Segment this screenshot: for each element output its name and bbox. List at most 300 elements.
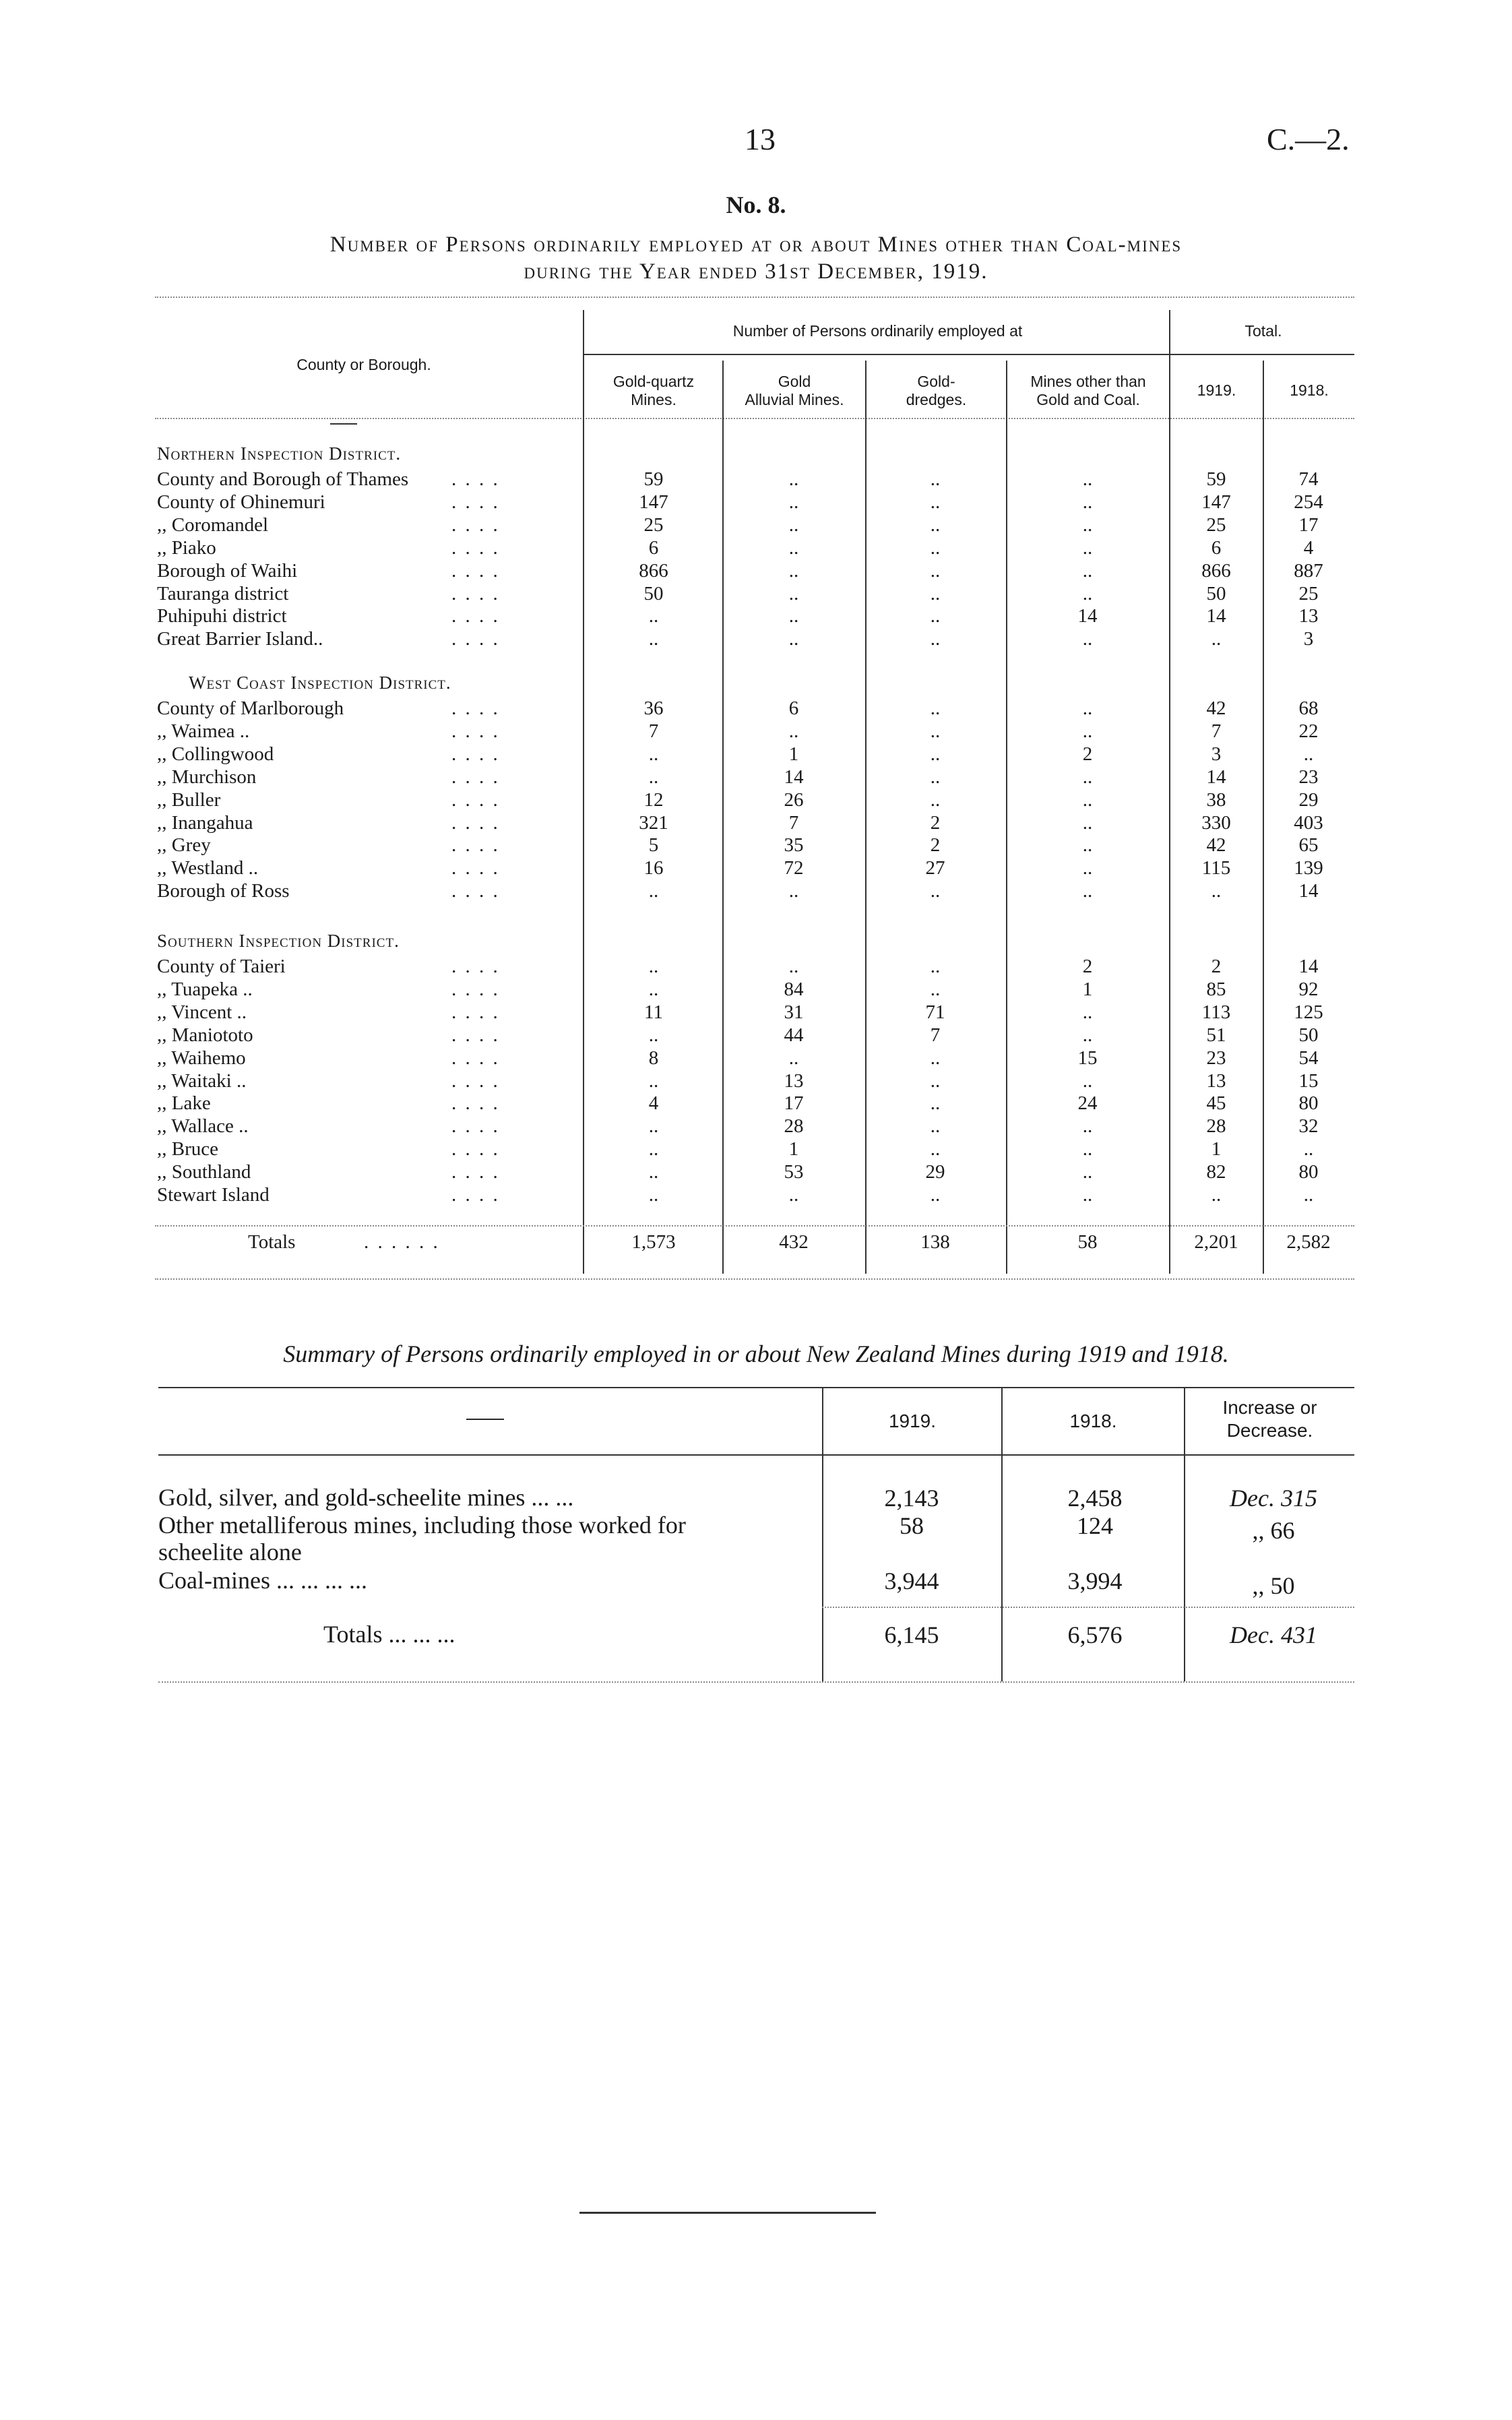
row-label: Great Barrier Island..: [157, 628, 323, 650]
cell-other-mines: ..: [1082, 811, 1093, 834]
cell-total-1919: 1: [1211, 1138, 1222, 1160]
cell-gold-dredges: 2: [930, 834, 941, 857]
cell-gold-alluvial: 1: [788, 1138, 799, 1160]
cell-total-1918: 25: [1298, 582, 1319, 604]
cell-total-1919: 14: [1206, 605, 1226, 627]
cell-gold-alluvial: 31: [784, 1001, 804, 1023]
header-1918: 1918.: [1290, 381, 1329, 399]
table-row: [0, 1092, 1512, 1115]
leader-dots: . . . .: [451, 559, 500, 582]
table-row: [0, 1115, 1512, 1138]
cell-gold-dredges: ..: [930, 1069, 941, 1092]
cell-total-1919: 42: [1206, 697, 1226, 719]
table-title-line2: during the Year ended 31st December, 1919.: [524, 259, 988, 284]
row-label: County of Marlborough: [157, 697, 344, 719]
cell-total-1918: 14: [1298, 956, 1319, 977]
cell-total-1918: 403: [1294, 811, 1323, 834]
cell-total-1918: 80: [1298, 1092, 1319, 1115]
row-label: Puhipuhi district: [157, 605, 287, 627]
section-heading: Southern Inspection District.: [157, 931, 400, 951]
cell-total-1918: 13: [1298, 605, 1319, 627]
cell-gold-dredges: 2: [930, 811, 941, 834]
cell-total-1919: 330: [1201, 811, 1231, 834]
summary-row-other-change: ,, 66: [1252, 1517, 1295, 1544]
table-row: [0, 1160, 1512, 1183]
cell-total-1918: 65: [1298, 834, 1319, 857]
row-label: Borough of Ross: [157, 880, 290, 902]
cell-total-1919: ..: [1211, 628, 1222, 650]
cell-other-mines: ..: [1082, 1115, 1093, 1138]
cell-total-1918: 17: [1298, 514, 1319, 536]
cell-other-mines: ..: [1082, 1069, 1093, 1092]
cell-total-1918: 54: [1298, 1047, 1319, 1069]
summary-row-gold-label: Gold, silver, and gold-scheelite mines ... ...: [158, 1484, 574, 1511]
summary-row-gold-1918: 2,458: [1067, 1485, 1123, 1512]
summary-row-gold-change: Dec. 315: [1230, 1485, 1317, 1512]
leader-dots: . . . .: [451, 605, 500, 627]
cell-total-1918: 4: [1303, 536, 1314, 559]
cell-other-mines: ..: [1082, 514, 1093, 536]
totals-row: [0, 1231, 1512, 1253]
cell-gold-dredges: ..: [930, 559, 941, 582]
cell-other-mines: 14: [1077, 605, 1098, 627]
cell-gold-dredges: ..: [930, 720, 941, 742]
cell-other-mines: ..: [1082, 720, 1093, 742]
cell-total-1918: 14: [1298, 880, 1319, 902]
leader-dots: . . . .: [451, 1001, 500, 1023]
leader-dots: . . . .: [451, 1092, 500, 1115]
cell-other-mines: 1: [1082, 978, 1093, 1000]
cell-gold-alluvial: ..: [788, 720, 799, 742]
cell-total-1919: 85: [1206, 978, 1226, 1000]
cell-total-1919: 7: [1211, 720, 1222, 742]
table-row: [0, 978, 1512, 1001]
table-row: [0, 834, 1512, 857]
table-row: [0, 559, 1512, 582]
cell-total-1918: 80: [1298, 1161, 1319, 1183]
leader-dots: . . . .: [451, 468, 500, 490]
cell-gold-quartz: ..: [648, 1115, 659, 1138]
footer-rule: [579, 2212, 876, 2214]
cell-total-1919: 38: [1206, 788, 1226, 811]
cell-total-1919: 42: [1206, 834, 1226, 857]
cell-gold-quartz: ..: [648, 880, 659, 902]
table-row: [0, 468, 1512, 491]
document-reference: C.—2.: [1267, 122, 1350, 156]
cell-gold-dredges: ..: [930, 536, 941, 559]
cell-gold-dredges: ..: [930, 880, 941, 902]
leader-dots: . . . .: [451, 743, 500, 765]
row-label: ,, Buller: [157, 788, 221, 811]
leader-dots: . . . .: [451, 1115, 500, 1138]
cell-total-1919: 115: [1201, 857, 1231, 879]
table-row: [0, 857, 1512, 879]
header-bottom-rule: [155, 418, 1354, 419]
totals-label: Totals: [248, 1231, 296, 1253]
header-other-mines: Mines other than Gold and Coal.: [1030, 373, 1146, 408]
table-row: [0, 720, 1512, 743]
cell-gold-quartz: 59: [643, 468, 664, 490]
summary-header-rule: [158, 1454, 1354, 1456]
header-group: Number of Persons ordinarily employed at: [732, 322, 1023, 340]
cell-gold-dredges: ..: [930, 1092, 941, 1115]
cell-total-1919: 51: [1206, 1024, 1226, 1046]
cell-gold-alluvial: 28: [784, 1115, 804, 1138]
cell-other-mines: ..: [1082, 582, 1093, 604]
cell-gold-alluvial: 17: [784, 1092, 804, 1115]
summary-row-coal-change: ,, 50: [1252, 1572, 1295, 1599]
cell-gold-alluvial: 26: [784, 788, 804, 811]
leader-dots: . . . .: [451, 1024, 500, 1046]
cell-gold-quartz: ..: [648, 1024, 659, 1046]
cell-other-mines: ..: [1082, 1138, 1093, 1160]
cell-total-1918: 50: [1298, 1024, 1319, 1046]
leader-dots: . . . .: [451, 788, 500, 811]
cell-gold-dredges: 7: [930, 1024, 941, 1046]
cell-gold-quartz: ..: [648, 628, 659, 650]
summary-top-rule: [158, 1387, 1354, 1388]
cell-gold-dredges: ..: [930, 605, 941, 627]
cell-gold-alluvial: ..: [788, 1047, 799, 1069]
table-row: [0, 1183, 1512, 1206]
row-label: Tauranga district: [157, 582, 289, 604]
cell-gold-alluvial: 72: [784, 857, 804, 879]
row-label: ,, Wallace ..: [157, 1115, 249, 1138]
table-row: [0, 1024, 1512, 1047]
cell-other-mines: 2: [1082, 956, 1093, 977]
cell-gold-quartz: 5: [648, 834, 659, 857]
summary-header-1919: 1919.: [888, 1410, 937, 1431]
table-row: [0, 955, 1512, 978]
cell-gold-dredges: 138: [920, 1231, 950, 1253]
leader-dots: . . . .: [451, 1161, 500, 1183]
cell-gold-alluvial: 432: [779, 1231, 809, 1253]
cell-gold-quartz: ..: [648, 766, 659, 788]
summary-row-other-label-2: scheelite alone: [158, 1539, 302, 1565]
cell-gold-dredges: ..: [930, 956, 941, 977]
header-county: County or Borough.: [296, 356, 431, 373]
cell-total-1919: 13: [1206, 1069, 1226, 1092]
leader-dots: . . . .: [451, 1138, 500, 1160]
cell-gold-dredges: ..: [930, 978, 941, 1000]
cell-gold-quartz: ..: [648, 956, 659, 977]
cell-total-1919: 147: [1201, 491, 1231, 513]
cell-other-mines: ..: [1082, 559, 1093, 582]
cell-total-1919: ..: [1211, 880, 1222, 902]
leader-dots: . . . .: [451, 720, 500, 742]
cell-gold-alluvial: ..: [788, 491, 799, 513]
cell-total-1918: 15: [1298, 1069, 1319, 1092]
cell-gold-quartz: ..: [648, 743, 659, 765]
summary-header-blank: ——: [466, 1407, 504, 1428]
leader-dots: . . . . . .: [364, 1231, 440, 1253]
cell-total-1919: 866: [1201, 559, 1231, 582]
summary-totals-change: Dec. 431: [1230, 1621, 1317, 1648]
row-label: ,, Bruce: [157, 1138, 218, 1160]
leader-dots: . . . .: [451, 956, 500, 977]
cell-total-1919: 25: [1206, 514, 1226, 536]
cell-total-1918: 139: [1294, 857, 1323, 879]
cell-total-1919: 6: [1211, 536, 1222, 559]
header-total: Total.: [1245, 322, 1282, 340]
summary-row-gold-1919: 2,143: [884, 1485, 939, 1512]
row-label: Borough of Waihi: [157, 559, 298, 582]
cell-gold-quartz: ..: [648, 1069, 659, 1092]
summary-row-coal-1918: 3,994: [1067, 1568, 1123, 1594]
table-title-line1: Number of Persons ordinarily employed at or about Mines other than Coal-mines: [329, 232, 1183, 257]
row-label: ,, Vincent ..: [157, 1001, 247, 1023]
table-row: [0, 1047, 1512, 1069]
cell-gold-alluvial: ..: [788, 536, 799, 559]
row-label: ,, Waitaki ..: [157, 1069, 247, 1092]
total-header-rule: [1169, 354, 1354, 355]
cell-other-mines: 2: [1082, 743, 1093, 765]
cell-total-1918: ..: [1303, 743, 1314, 765]
cell-gold-dredges: ..: [930, 766, 941, 788]
cell-total-1918: ..: [1303, 1184, 1314, 1206]
table-number: No. 8.: [726, 191, 786, 218]
cell-gold-quartz: 7: [648, 720, 659, 742]
summary-row-coal-label: Coal-mines ... ... ... ...: [158, 1567, 367, 1594]
cell-total-1919: 82: [1206, 1161, 1226, 1183]
county-dash: [330, 423, 357, 425]
cell-total-1919: 59: [1206, 468, 1226, 490]
cell-total-1919: 14: [1206, 766, 1226, 788]
cell-gold-alluvial: ..: [788, 582, 799, 604]
header-1919: 1919.: [1197, 381, 1236, 399]
cell-gold-alluvial: ..: [788, 514, 799, 536]
leader-dots: . . . .: [451, 514, 500, 536]
cell-total-1918: ..: [1303, 1138, 1314, 1160]
table-row: [0, 766, 1512, 788]
table-row: [0, 604, 1512, 627]
cell-total-1919: 28: [1206, 1115, 1226, 1138]
leader-dots: . . . .: [451, 857, 500, 879]
cell-total-1918: 3: [1303, 628, 1314, 650]
table-row: [0, 879, 1512, 902]
cell-total-1918: 125: [1294, 1001, 1323, 1023]
summary-totals-1919: 6,145: [884, 1621, 939, 1648]
table-bottom-rule: [155, 1278, 1354, 1280]
cell-total-1918: 23: [1298, 766, 1319, 788]
summary-totals-1918: 6,576: [1067, 1621, 1123, 1648]
cell-total-1919: 50: [1206, 582, 1226, 604]
section-heading: West Coast Inspection District.: [189, 673, 451, 693]
cell-gold-dredges: ..: [930, 491, 941, 513]
table-row: [0, 788, 1512, 811]
leader-dots: . . . .: [451, 834, 500, 857]
table-row: [0, 811, 1512, 834]
cell-total-1919: 23: [1206, 1047, 1226, 1069]
summary-row-coal-1919: 3,944: [884, 1568, 939, 1594]
cell-gold-dredges: ..: [930, 1184, 941, 1206]
row-label: ,, Piako: [157, 536, 216, 559]
leader-dots: . . . .: [451, 536, 500, 559]
row-label: ,, Westland ..: [157, 857, 259, 879]
row-label: ,, Southland: [157, 1161, 251, 1183]
row-label: ,, Lake: [157, 1092, 211, 1115]
section-heading: Northern Inspection District.: [157, 443, 402, 464]
cell-gold-alluvial: 13: [784, 1069, 804, 1092]
cell-gold-dredges: ..: [930, 743, 941, 765]
cell-gold-quartz: 6: [648, 536, 659, 559]
cell-gold-alluvial: ..: [788, 559, 799, 582]
summary-title: Summary of Persons ordinarily employed in or about New Zealand Mines during 1919 and 1918.: [283, 1340, 1229, 1367]
table-row: [0, 1069, 1512, 1092]
cell-gold-quartz: ..: [648, 1138, 659, 1160]
cell-other-mines: ..: [1082, 1184, 1093, 1206]
cell-gold-dredges: 29: [925, 1161, 945, 1183]
leader-dots: . . . .: [451, 1184, 500, 1206]
totals-top-rule: [155, 1225, 1354, 1227]
cell-gold-dredges: ..: [930, 1115, 941, 1138]
cell-gold-quartz: 321: [639, 811, 668, 834]
row-label: ,, Inangahua: [157, 811, 253, 834]
cell-other-mines: ..: [1082, 857, 1093, 879]
table-row: [0, 1138, 1512, 1160]
cell-total-1918: 2,582: [1286, 1231, 1331, 1253]
cell-gold-alluvial: 14: [784, 766, 804, 788]
cell-gold-quartz: 1,573: [631, 1231, 676, 1253]
cell-gold-dredges: ..: [930, 628, 941, 650]
cell-gold-quartz: ..: [648, 1161, 659, 1183]
cell-gold-dredges: 27: [925, 857, 945, 879]
cell-total-1918: 74: [1298, 468, 1319, 490]
cell-total-1919: 2,201: [1194, 1231, 1238, 1253]
cell-total-1918: 22: [1298, 720, 1319, 742]
row-label: ,, Waimea ..: [157, 720, 250, 742]
table-row: [0, 627, 1512, 650]
cell-gold-alluvial: 53: [784, 1161, 804, 1183]
cell-gold-alluvial: ..: [788, 468, 799, 490]
cell-total-1919: ..: [1211, 1184, 1222, 1206]
row-label: ,, Collingwood: [157, 743, 274, 765]
cell-gold-quartz: 25: [643, 514, 664, 536]
cell-total-1919: 113: [1201, 1001, 1231, 1023]
leader-dots: . . . .: [451, 582, 500, 604]
cell-gold-dredges: ..: [930, 1047, 941, 1069]
row-label: Stewart Island: [157, 1184, 270, 1206]
row-label: County of Ohinemuri: [157, 491, 325, 513]
cell-gold-dredges: ..: [930, 697, 941, 719]
header-gold-dredges: Gold- dredges.: [906, 373, 967, 408]
cell-other-mines: ..: [1082, 491, 1093, 513]
cell-total-1918: 32: [1298, 1115, 1319, 1138]
cell-total-1918: 887: [1294, 559, 1323, 582]
cell-gold-quartz: 866: [639, 559, 668, 582]
cell-other-mines: ..: [1082, 697, 1093, 719]
cell-total-1918: 92: [1298, 978, 1319, 1000]
summary-row-other-label-1: Other metalliferous mines, including those worked for: [158, 1512, 686, 1539]
cell-total-1918: 29: [1298, 788, 1319, 811]
cell-gold-alluvial: 1: [788, 743, 799, 765]
summary-totals-label: Totals ... ... ...: [323, 1621, 455, 1648]
cell-other-mines: ..: [1082, 880, 1093, 902]
cell-gold-quartz: 4: [648, 1092, 659, 1115]
cell-total-1919: 3: [1211, 743, 1222, 765]
cell-gold-dredges: ..: [930, 468, 941, 490]
summary-header-change: Increase or Decrease.: [1222, 1397, 1317, 1441]
cell-gold-quartz: ..: [648, 1184, 659, 1206]
table-row: [0, 697, 1512, 720]
cell-gold-dredges: ..: [930, 582, 941, 604]
cell-gold-dredges: ..: [930, 788, 941, 811]
row-label: ,, Maniototo: [157, 1024, 253, 1046]
cell-gold-alluvial: ..: [788, 956, 799, 977]
row-label: ,, Grey: [157, 834, 211, 857]
leader-dots: . . . .: [451, 1047, 500, 1069]
table-top-rule: [155, 297, 1354, 298]
cell-other-mines: ..: [1082, 1001, 1093, 1023]
row-label: ,, Waihemo: [157, 1047, 246, 1069]
cell-gold-quartz: ..: [648, 978, 659, 1000]
cell-gold-dredges: ..: [930, 514, 941, 536]
cell-gold-dredges: ..: [930, 1138, 941, 1160]
header-gold-quartz: Gold-quartz Mines.: [612, 373, 695, 408]
cell-other-mines: 15: [1077, 1047, 1098, 1069]
leader-dots: . . . .: [451, 811, 500, 834]
cell-gold-alluvial: 7: [788, 811, 799, 834]
cell-total-1918: 254: [1294, 491, 1323, 513]
cell-other-mines: ..: [1082, 788, 1093, 811]
cell-gold-dredges: 71: [925, 1001, 945, 1023]
leader-dots: . . . .: [451, 491, 500, 513]
row-label: ,, Coromandel: [157, 514, 269, 536]
cell-gold-alluvial: 35: [784, 834, 804, 857]
leader-dots: . . . .: [451, 880, 500, 902]
row-label: County of Taieri: [157, 956, 286, 977]
cell-other-mines: ..: [1082, 834, 1093, 857]
cell-gold-alluvial: 44: [784, 1024, 804, 1046]
leader-dots: . . . .: [451, 978, 500, 1000]
cell-gold-quartz: 12: [643, 788, 664, 811]
cell-other-mines: ..: [1082, 468, 1093, 490]
table-row: [0, 582, 1512, 605]
table-row: [0, 536, 1512, 559]
leader-dots: . . . .: [451, 766, 500, 788]
cell-other-mines: ..: [1082, 536, 1093, 559]
cell-other-mines: ..: [1082, 766, 1093, 788]
cell-other-mines: ..: [1082, 1161, 1093, 1183]
table-row: [0, 514, 1512, 536]
row-label: County and Borough of Thames: [157, 468, 409, 490]
table-row: [0, 743, 1512, 766]
cell-total-1918: 68: [1298, 697, 1319, 719]
cell-gold-quartz: 36: [643, 697, 664, 719]
cell-other-mines: 58: [1077, 1231, 1098, 1253]
header-gold-alluvial: Gold Alluvial Mines.: [745, 373, 844, 408]
cell-other-mines: ..: [1082, 628, 1093, 650]
leader-dots: . . . .: [451, 1069, 500, 1092]
cell-gold-quartz: 8: [648, 1047, 659, 1069]
leader-dots: . . . .: [451, 628, 500, 650]
group-header-rule: [583, 354, 1169, 355]
summary-row-other-1919: 58: [900, 1512, 924, 1539]
cell-gold-quartz: ..: [648, 605, 659, 627]
cell-other-mines: 24: [1077, 1092, 1098, 1115]
cell-gold-quartz: 11: [644, 1001, 663, 1023]
cell-gold-quartz: 50: [643, 582, 664, 604]
row-label: ,, Tuapeka ..: [157, 978, 253, 1000]
table-row: [0, 491, 1512, 514]
cell-other-mines: ..: [1082, 1024, 1093, 1046]
summary-header-1918: 1918.: [1069, 1410, 1117, 1431]
cell-gold-alluvial: ..: [788, 628, 799, 650]
cell-gold-alluvial: ..: [788, 605, 799, 627]
cell-gold-alluvial: 84: [784, 978, 804, 1000]
page-number: 13: [745, 122, 776, 156]
cell-gold-alluvial: 6: [788, 697, 799, 719]
